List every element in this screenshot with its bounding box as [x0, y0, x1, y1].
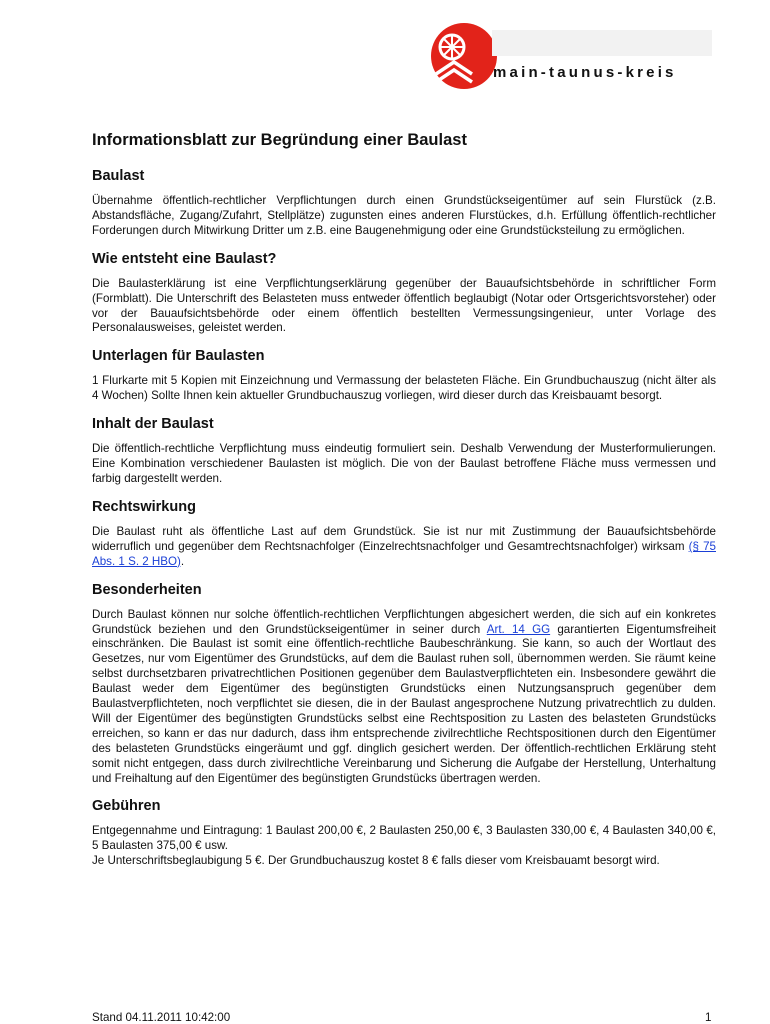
section-heading: Gebühren	[92, 798, 161, 815]
section-gebuehren	[92, 796, 716, 869]
section-text: 1 Flurkarte mit 5 Kopien mit Einzeichnung und Vermassung der belasteten Fläche. Ein Grundbuchauszug (nicht älter als 4 Wochen) Sollte Ihnen kein aktueller Grundbuchauszug vorliegen, wird dieser durch das Kreisbauamt besorgt.	[92, 374, 716, 403]
text-segment: Durch Baulast können nur solche öffentlich-rechtlichen Verpflichtungen abgesichert werden, die sich auf ein konkretes Grundstück beziehen und den Grundstückseigentümer in seiner durch	[92, 607, 716, 636]
document-body	[92, 128, 716, 879]
page-title: Informationsblatt zur Begründung einer Baulast	[92, 131, 467, 149]
section-text: Die öffentlich-rechtliche Verpflichtung muss eindeutig formuliert sein. Deshalb Verwendung der Musterformulierungen. Eine Kombination verschiedener Baulasten ist möglich. Die von der Baulast betroffene Fläche muss vermessen und farbig dargestellt werden.	[92, 442, 716, 485]
section-besonderheiten	[92, 580, 716, 787]
page-number: 1	[705, 1011, 712, 1024]
footer-date: Stand 04.11.2011 10:42:00	[92, 1011, 231, 1024]
section-heading: Baulast	[92, 168, 145, 184]
section-text	[92, 525, 716, 570]
section-baulast	[92, 166, 716, 239]
logo-text: main-taunus-kreis	[493, 64, 677, 81]
fee-line: Je Unterschriftsbeglaubigung 5 €. Der Grundbuchauszug kostet 8 € falls dieser vom Kreisbauamt besorgt wird.	[92, 854, 660, 868]
hbo-reference-link[interactable]: (§ 75 Abs. 1 S. 2 HBO)	[92, 539, 716, 568]
section-heading: Rechtswirkung	[92, 498, 196, 515]
section-text: Übernahme öffentlich-rechtlicher Verpflichtungen durch einen Grundstückseigentümer auf sein Flurstück (z.B. Abstandsfläche, Zugang/Zufahrt, Stellplätze) zugunsten eines anderen Flurstückes, d.h. Erfüllung öffentlich-rechtlicher Forderungen durch Mitwirkung Dritter um z.B. eine Baugenehmigung oder eine Grundstücksteilung zu ermöglichen.	[92, 194, 716, 237]
section-heading: Inhalt der Baulast	[92, 416, 214, 433]
section-entsteht	[92, 249, 716, 337]
section-text: Die Baulasterklärung ist eine Verpflichtungserklärung gegenüber der Bauaufsichtsbehörde in schriftlicher Form (Formblatt). Die Unterschrift des Belasteten muss entweder öffentlich beglaubigt (Notar oder Ortsgerichtsvorsteher) oder vor der Bauaufsichtsbehörde oder einem öffentlich bestellten Vermessungsingenieur, unter Vorlage des Personalausweises, geleistet werden.	[92, 276, 716, 335]
section-heading: Unterlagen für Baulasten	[92, 348, 265, 365]
logo	[430, 22, 720, 92]
section-unterlagen	[92, 346, 716, 404]
fee-line: Entgegennahme und Eintragung: 1 Baulast 200,00 €, 2 Baulasten 250,00 €, 3 Baulasten 330,00 €, 4 Baulasten 340,00 €, 5 Baulasten 375,00 € usw.	[92, 824, 716, 853]
section-heading: Besonderheiten	[92, 581, 202, 598]
section-text	[92, 608, 716, 787]
section-rechtswirkung	[92, 497, 716, 570]
gg-article-link[interactable]: Art. 14 GG	[486, 622, 551, 636]
main-taunus-kreis-emblem	[430, 22, 720, 92]
section-heading: Wie entsteht eine Baulast?	[92, 250, 277, 267]
text-segment: .	[180, 554, 185, 568]
section-inhalt	[92, 414, 716, 487]
text-segment: garantierten Eigentumsfreiheit einschränken. Die Baulast ist somit eine öffentlich-rechtliche Baubeschränkung. Sie kann, so auch der Wortlaut des Gesetzes, nur vom Eigentümer des Grundstücks, auf dem die Baulast ruhen soll, übernommen werden. Sie räumt keine selbst durchsetzbaren privatrechtlichen Positionen gegenüber dem Baulastverpflichteten ein. Insbesondere gewährt die Baulast weder dem Eigentümer des begünstigten Grundstücks einen Nutzungsanspruch gegenüber dem Baulastverpflichteten, noch verpflichtet sie diesen, die in der Baulast angesprochene Nutzung privatrechtlich zu dulden. Will der Eigentümer des begünstigten Grundstücks selbst eine Rechtsposition zu Lasten des belasteten Grundstücks erreichen, so kann er das nur dadurch, dass ihm entsprechende zivilrechtliche Rechtspositionen durch den Eigentümer des belasteten Grundstücks eingeräumt und ggf. dinglich gesichert werden. Der öffentlich-rechtlichen Erklärung steht somit nicht entgegen, dass durch zivilrechtliche Vereinbarung und Sicherung die Aufgabe der Herstellung, Unterhaltung und Freihaltung auf den Eigentümer des begünstigten Grundstücks übertragen werden.	[92, 622, 716, 785]
text-segment: Die Baulast ruht als öffentliche Last auf dem Grundstück. Sie ist nur mit Zustimmung der Bauaufsichtsbehörde widerruflich und gegenüber dem Rechtsnachfolger (Einzelrechtsnachfolger und Gesamtrechtsnachfolger) wirksam	[92, 524, 716, 553]
